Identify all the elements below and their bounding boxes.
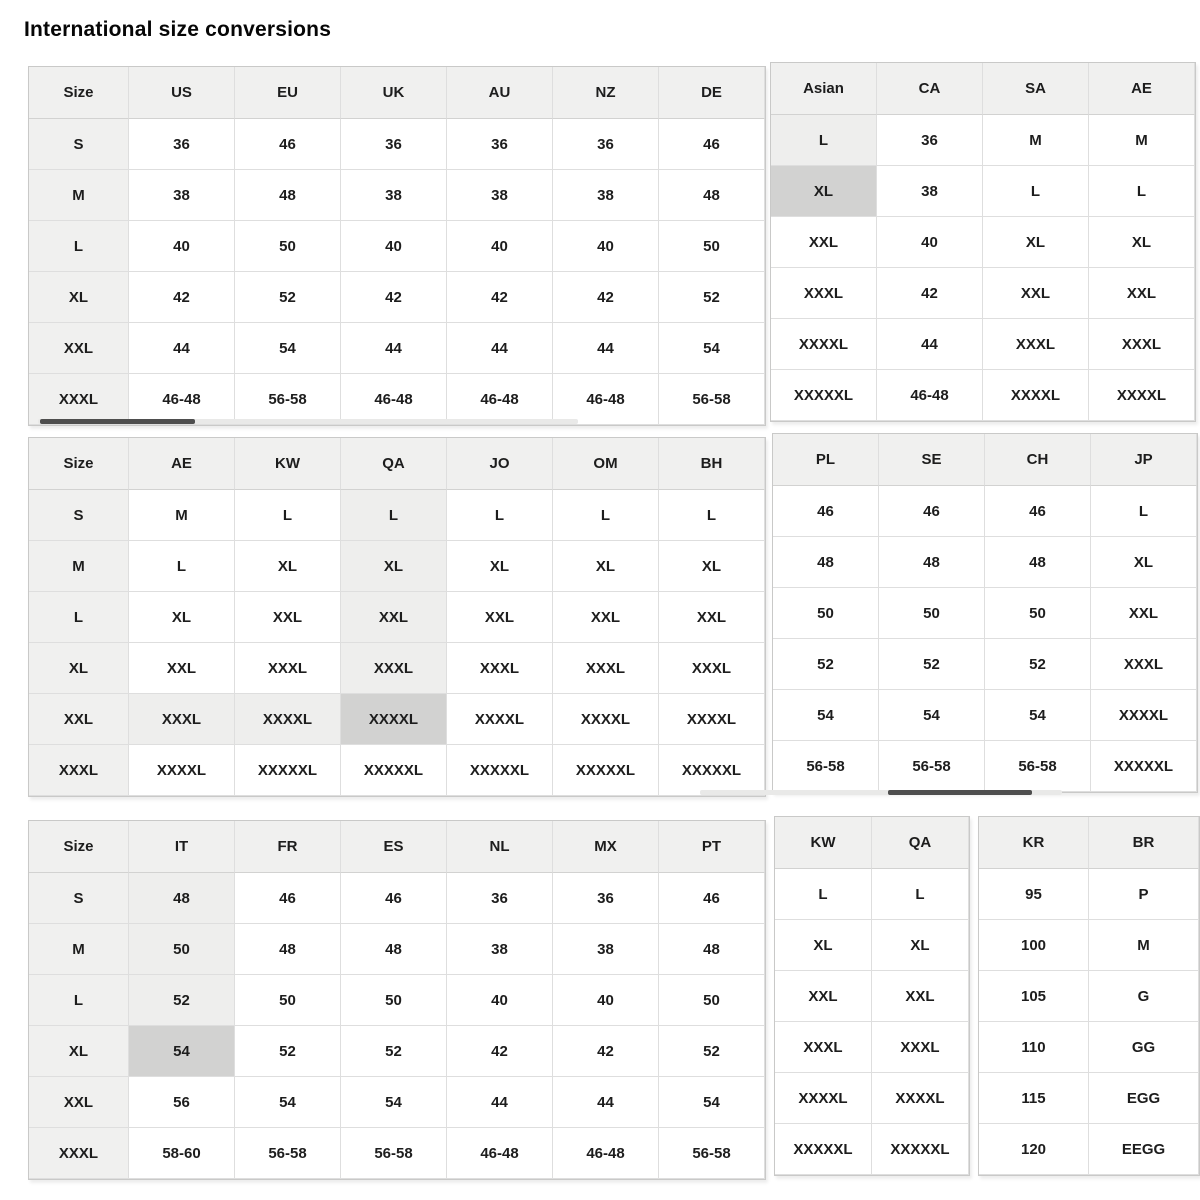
size-value-cell: 42 bbox=[129, 272, 235, 323]
size-value-cell: 120 bbox=[979, 1124, 1089, 1175]
size-value-cell: XXXL bbox=[1089, 319, 1195, 370]
size-value-cell: M bbox=[129, 490, 235, 541]
size-value-cell: XL bbox=[553, 541, 659, 592]
size-value-cell: 56-58 bbox=[659, 374, 765, 425]
size-value-cell: 46 bbox=[659, 873, 765, 924]
size-value-cell: 48 bbox=[235, 924, 341, 975]
size-value-cell: 42 bbox=[447, 1026, 553, 1077]
size-value-cell: 42 bbox=[553, 1026, 659, 1077]
size-value-cell: 48 bbox=[985, 537, 1091, 588]
size-value-cell: L bbox=[775, 869, 872, 920]
size-value-cell: GG bbox=[1089, 1022, 1199, 1073]
size-value-cell: 38 bbox=[447, 170, 553, 221]
size-value-cell: XXL bbox=[553, 592, 659, 643]
country-column-header-cell: SA bbox=[983, 63, 1089, 115]
size-value-cell: 44 bbox=[553, 1077, 659, 1128]
size-value-cell: XXXXL bbox=[659, 694, 765, 745]
size-value-cell: 115 bbox=[979, 1073, 1089, 1124]
size-value-cell: XL bbox=[983, 217, 1089, 268]
size-value-cell: XXL bbox=[659, 592, 765, 643]
size-value-cell: XXXL bbox=[447, 643, 553, 694]
country-column-header-cell: ES bbox=[341, 821, 447, 873]
size-value-cell: XXL bbox=[341, 592, 447, 643]
size-value-cell: 46 bbox=[879, 486, 985, 537]
size-value-cell: 36 bbox=[553, 119, 659, 170]
size-value-cell: XXXL bbox=[129, 694, 235, 745]
size-value-cell: 46-48 bbox=[877, 370, 983, 421]
size-value-cell: 48 bbox=[129, 873, 235, 924]
size-value-cell: XXXXXL bbox=[775, 1124, 872, 1175]
country-column-header-cell: OM bbox=[553, 438, 659, 490]
size-value-cell: 52 bbox=[659, 1026, 765, 1077]
size-value-cell: 56-58 bbox=[235, 374, 341, 425]
country-column-header-cell: KR bbox=[979, 817, 1089, 869]
row-label-cell: XL bbox=[29, 643, 129, 694]
size-value-cell: L bbox=[983, 166, 1089, 217]
size-value-cell: 38 bbox=[553, 170, 659, 221]
size-value-cell: 46 bbox=[773, 486, 879, 537]
size-value-cell: XXXXXL bbox=[659, 745, 765, 796]
country-column-header-cell: UK bbox=[341, 67, 447, 119]
size-value-cell: XXXL bbox=[771, 268, 877, 319]
country-column-header-cell: SE bbox=[879, 434, 985, 486]
page-title: International size conversions bbox=[24, 18, 332, 41]
size-value-cell: L bbox=[341, 490, 447, 541]
size-value-cell: XXXXL bbox=[235, 694, 341, 745]
size-value-cell: XXXXXL bbox=[235, 745, 341, 796]
size-value-cell: XXXL bbox=[775, 1022, 872, 1073]
row-label-cell: S bbox=[29, 873, 129, 924]
size-value-cell: 46-48 bbox=[447, 374, 553, 425]
size-value-cell: 50 bbox=[235, 221, 341, 272]
size-value-cell: XXL bbox=[235, 592, 341, 643]
row-label-cell: XXXL bbox=[29, 1128, 129, 1179]
row-label-cell: M bbox=[29, 541, 129, 592]
size-value-cell: XXL bbox=[771, 217, 877, 268]
size-value-cell: 58-60 bbox=[129, 1128, 235, 1179]
size-value-cell: 46-48 bbox=[553, 374, 659, 425]
size-value-cell: 40 bbox=[129, 221, 235, 272]
table-panel bbox=[28, 437, 766, 797]
country-column-header-cell: KW bbox=[775, 817, 872, 869]
table-panel bbox=[770, 62, 1196, 422]
size-value-cell: 48 bbox=[879, 537, 985, 588]
table-panel bbox=[978, 816, 1200, 1176]
size-value-cell: 44 bbox=[341, 323, 447, 374]
size-value-cell: 46-48 bbox=[341, 374, 447, 425]
size-value-cell: 44 bbox=[553, 323, 659, 374]
country-column-header-cell: Asian bbox=[771, 63, 877, 115]
size-value-cell: 54 bbox=[235, 1077, 341, 1128]
row-label-cell: XXL bbox=[29, 1077, 129, 1128]
size-value-cell: 48 bbox=[773, 537, 879, 588]
size-value-cell: XXL bbox=[872, 971, 969, 1022]
size-value-cell: 48 bbox=[659, 170, 765, 221]
country-column-header-cell: DE bbox=[659, 67, 765, 119]
size-value-cell: 36 bbox=[877, 115, 983, 166]
table-panel bbox=[774, 816, 970, 1176]
size-value-cell: 38 bbox=[447, 924, 553, 975]
size-value-cell: 52 bbox=[659, 272, 765, 323]
size-value-cell: 36 bbox=[129, 119, 235, 170]
country-column-header-cell: JP bbox=[1091, 434, 1197, 486]
size-value-cell: 40 bbox=[553, 975, 659, 1026]
horizontal-scrollbar-thumb[interactable] bbox=[40, 419, 195, 424]
size-value-cell: 46 bbox=[659, 119, 765, 170]
size-value-cell: 44 bbox=[877, 319, 983, 370]
country-column-header-cell: QA bbox=[341, 438, 447, 490]
size-value-cell: 44 bbox=[447, 1077, 553, 1128]
country-column-header-cell: CA bbox=[877, 63, 983, 115]
country-column-header-cell: AE bbox=[129, 438, 235, 490]
size-value-cell: 36 bbox=[553, 873, 659, 924]
row-label-cell: M bbox=[29, 170, 129, 221]
size-value-cell: XXL bbox=[775, 971, 872, 1022]
size-value-cell: L bbox=[659, 490, 765, 541]
size-value-cell: XXXXL bbox=[1091, 690, 1197, 741]
size-value-cell: 56-58 bbox=[773, 741, 879, 792]
size-value-cell: XXXL bbox=[235, 643, 341, 694]
size-value-cell: XXXXL bbox=[775, 1073, 872, 1124]
row-label-cell: L bbox=[29, 975, 129, 1026]
country-column-header-cell: QA bbox=[872, 817, 969, 869]
row-label-cell: L bbox=[29, 221, 129, 272]
size-value-cell: 42 bbox=[341, 272, 447, 323]
size-value-cell: M bbox=[983, 115, 1089, 166]
size-value-cell: 36 bbox=[447, 873, 553, 924]
size-value-cell: 50 bbox=[773, 588, 879, 639]
size-value-cell: 56 bbox=[129, 1077, 235, 1128]
country-column-header-cell: NL bbox=[447, 821, 553, 873]
table-panel bbox=[28, 820, 766, 1180]
size-value-cell: 36 bbox=[447, 119, 553, 170]
country-column-header-cell: AU bbox=[447, 67, 553, 119]
size-value-cell: 44 bbox=[129, 323, 235, 374]
size-column-header-cell: Size bbox=[29, 67, 129, 119]
size-value-cell: 38 bbox=[553, 924, 659, 975]
size-value-cell: 56-58 bbox=[659, 1128, 765, 1179]
row-label-cell: XXL bbox=[29, 694, 129, 745]
size-value-cell: L bbox=[1091, 486, 1197, 537]
size-value-cell: 46 bbox=[235, 873, 341, 924]
size-value-cell: 50 bbox=[879, 588, 985, 639]
size-value-cell: 105 bbox=[979, 971, 1089, 1022]
country-column-header-cell: JO bbox=[447, 438, 553, 490]
size-value-cell: 40 bbox=[553, 221, 659, 272]
size-value-cell: 95 bbox=[979, 869, 1089, 920]
size-value-cell: XXXXXL bbox=[1091, 741, 1197, 792]
size-value-cell: L bbox=[771, 115, 877, 166]
size-value-cell: G bbox=[1089, 971, 1199, 1022]
country-column-header-cell: KW bbox=[235, 438, 341, 490]
size-value-cell: L bbox=[447, 490, 553, 541]
size-value-cell: 56-58 bbox=[879, 741, 985, 792]
size-value-cell: XXXL bbox=[872, 1022, 969, 1073]
size-value-cell: 52 bbox=[129, 975, 235, 1026]
size-value-cell: XL bbox=[341, 541, 447, 592]
size-value-cell: 54 bbox=[659, 1077, 765, 1128]
size-value-cell: P bbox=[1089, 869, 1199, 920]
size-value-cell: 50 bbox=[659, 221, 765, 272]
size-value-cell: XXXXL bbox=[447, 694, 553, 745]
size-value-cell: 56-58 bbox=[985, 741, 1091, 792]
size-value-cell: L bbox=[553, 490, 659, 541]
size-value-cell: L bbox=[1089, 166, 1195, 217]
size-value-cell: 42 bbox=[877, 268, 983, 319]
size-value-cell: XL bbox=[771, 166, 877, 217]
country-column-header-cell: AE bbox=[1089, 63, 1195, 115]
size-value-cell: 50 bbox=[659, 975, 765, 1026]
size-value-cell: XL bbox=[775, 920, 872, 971]
size-value-cell: XXXXXL bbox=[553, 745, 659, 796]
size-value-cell: 40 bbox=[341, 221, 447, 272]
size-value-cell: 42 bbox=[447, 272, 553, 323]
size-value-cell: XXXL bbox=[983, 319, 1089, 370]
size-value-cell: 40 bbox=[877, 217, 983, 268]
size-value-cell: 54 bbox=[235, 323, 341, 374]
row-label-cell: XXXL bbox=[29, 374, 129, 425]
size-value-cell: XXXXL bbox=[872, 1073, 969, 1124]
size-value-cell: 52 bbox=[985, 639, 1091, 690]
size-value-cell: 110 bbox=[979, 1022, 1089, 1073]
size-value-cell: 50 bbox=[129, 924, 235, 975]
row-label-cell: XL bbox=[29, 272, 129, 323]
size-value-cell: 56-58 bbox=[341, 1128, 447, 1179]
country-column-header-cell: BR bbox=[1089, 817, 1199, 869]
size-value-cell: 50 bbox=[235, 975, 341, 1026]
size-conversion-table-1 bbox=[28, 62, 1196, 426]
size-value-cell: 46 bbox=[985, 486, 1091, 537]
size-value-cell: 46-48 bbox=[447, 1128, 553, 1179]
size-value-cell: M bbox=[1089, 920, 1199, 971]
table-panel bbox=[28, 66, 766, 426]
size-value-cell: XL bbox=[447, 541, 553, 592]
size-value-cell: 38 bbox=[129, 170, 235, 221]
row-label-cell: M bbox=[29, 924, 129, 975]
size-value-cell: 100 bbox=[979, 920, 1089, 971]
size-value-cell: 52 bbox=[235, 272, 341, 323]
size-value-cell: XL bbox=[659, 541, 765, 592]
size-value-cell: 46-48 bbox=[129, 374, 235, 425]
size-value-cell: 56-58 bbox=[235, 1128, 341, 1179]
size-value-cell: 52 bbox=[879, 639, 985, 690]
size-value-cell: 40 bbox=[447, 221, 553, 272]
size-value-cell: 46-48 bbox=[553, 1128, 659, 1179]
size-value-cell: XXL bbox=[983, 268, 1089, 319]
size-value-cell: 52 bbox=[235, 1026, 341, 1077]
size-value-cell: L bbox=[129, 541, 235, 592]
row-label-cell: S bbox=[29, 119, 129, 170]
size-value-cell: EGG bbox=[1089, 1073, 1199, 1124]
size-value-cell: M bbox=[1089, 115, 1195, 166]
row-label-cell: S bbox=[29, 490, 129, 541]
size-value-cell: XXXXXL bbox=[447, 745, 553, 796]
size-value-cell: XXXL bbox=[1091, 639, 1197, 690]
size-value-cell: 48 bbox=[659, 924, 765, 975]
size-value-cell: 36 bbox=[341, 119, 447, 170]
size-value-cell: XXL bbox=[1089, 268, 1195, 319]
size-value-cell: 52 bbox=[773, 639, 879, 690]
country-column-header-cell: MX bbox=[553, 821, 659, 873]
table-panel bbox=[772, 433, 1198, 793]
size-value-cell: 46 bbox=[235, 119, 341, 170]
size-value-cell: 50 bbox=[341, 975, 447, 1026]
size-value-cell: 38 bbox=[877, 166, 983, 217]
row-label-cell: XL bbox=[29, 1026, 129, 1077]
size-value-cell: XXXXXL bbox=[872, 1124, 969, 1175]
size-column-header-cell: Size bbox=[29, 438, 129, 490]
size-value-cell: EEGG bbox=[1089, 1124, 1199, 1175]
size-value-cell: 54 bbox=[659, 323, 765, 374]
row-label-cell: XXXL bbox=[29, 745, 129, 796]
size-value-cell: XXXXXL bbox=[341, 745, 447, 796]
size-value-cell: 38 bbox=[341, 170, 447, 221]
size-value-cell: XL bbox=[129, 592, 235, 643]
size-value-cell: XXXL bbox=[659, 643, 765, 694]
row-label-cell: XXL bbox=[29, 323, 129, 374]
size-value-cell: XXXXL bbox=[1089, 370, 1195, 421]
country-column-header-cell: IT bbox=[129, 821, 235, 873]
size-value-cell: XXL bbox=[129, 643, 235, 694]
size-value-cell: XXXL bbox=[341, 643, 447, 694]
size-conversion-table-2 bbox=[28, 433, 1198, 797]
size-value-cell: XXL bbox=[1091, 588, 1197, 639]
size-value-cell: XXXXL bbox=[553, 694, 659, 745]
size-value-cell: 46 bbox=[341, 873, 447, 924]
size-value-cell: XL bbox=[872, 920, 969, 971]
size-value-cell: 48 bbox=[235, 170, 341, 221]
size-value-cell: 44 bbox=[447, 323, 553, 374]
size-value-cell: XXXXXL bbox=[771, 370, 877, 421]
size-value-cell: 54 bbox=[985, 690, 1091, 741]
size-value-cell: 54 bbox=[879, 690, 985, 741]
country-column-header-cell: CH bbox=[985, 434, 1091, 486]
size-value-cell: 50 bbox=[985, 588, 1091, 639]
size-value-cell: XL bbox=[235, 541, 341, 592]
size-conversion-table-3 bbox=[28, 816, 1200, 1180]
size-value-cell: XXXL bbox=[553, 643, 659, 694]
size-value-cell: 54 bbox=[341, 1077, 447, 1128]
country-column-header-cell: PL bbox=[773, 434, 879, 486]
size-value-cell: XL bbox=[1089, 217, 1195, 268]
country-column-header-cell: FR bbox=[235, 821, 341, 873]
size-value-cell: 40 bbox=[447, 975, 553, 1026]
size-value-cell: 48 bbox=[341, 924, 447, 975]
country-column-header-cell: PT bbox=[659, 821, 765, 873]
size-value-cell: 52 bbox=[341, 1026, 447, 1077]
size-value-cell: XL bbox=[1091, 537, 1197, 588]
size-column-header-cell: Size bbox=[29, 821, 129, 873]
size-value-cell: 54 bbox=[773, 690, 879, 741]
size-value-cell: L bbox=[872, 869, 969, 920]
size-value-cell: XXXXL bbox=[129, 745, 235, 796]
size-value-cell: XXXXL bbox=[341, 694, 447, 745]
country-column-header-cell: BH bbox=[659, 438, 765, 490]
size-value-cell: 54 bbox=[129, 1026, 235, 1077]
country-column-header-cell: US bbox=[129, 67, 235, 119]
country-column-header-cell: EU bbox=[235, 67, 341, 119]
size-value-cell: 42 bbox=[553, 272, 659, 323]
horizontal-scrollbar-thumb[interactable] bbox=[888, 790, 1032, 795]
size-value-cell: XXL bbox=[447, 592, 553, 643]
row-label-cell: L bbox=[29, 592, 129, 643]
size-value-cell: XXXXL bbox=[983, 370, 1089, 421]
size-value-cell: L bbox=[235, 490, 341, 541]
country-column-header-cell: NZ bbox=[553, 67, 659, 119]
size-value-cell: XXXXL bbox=[771, 319, 877, 370]
